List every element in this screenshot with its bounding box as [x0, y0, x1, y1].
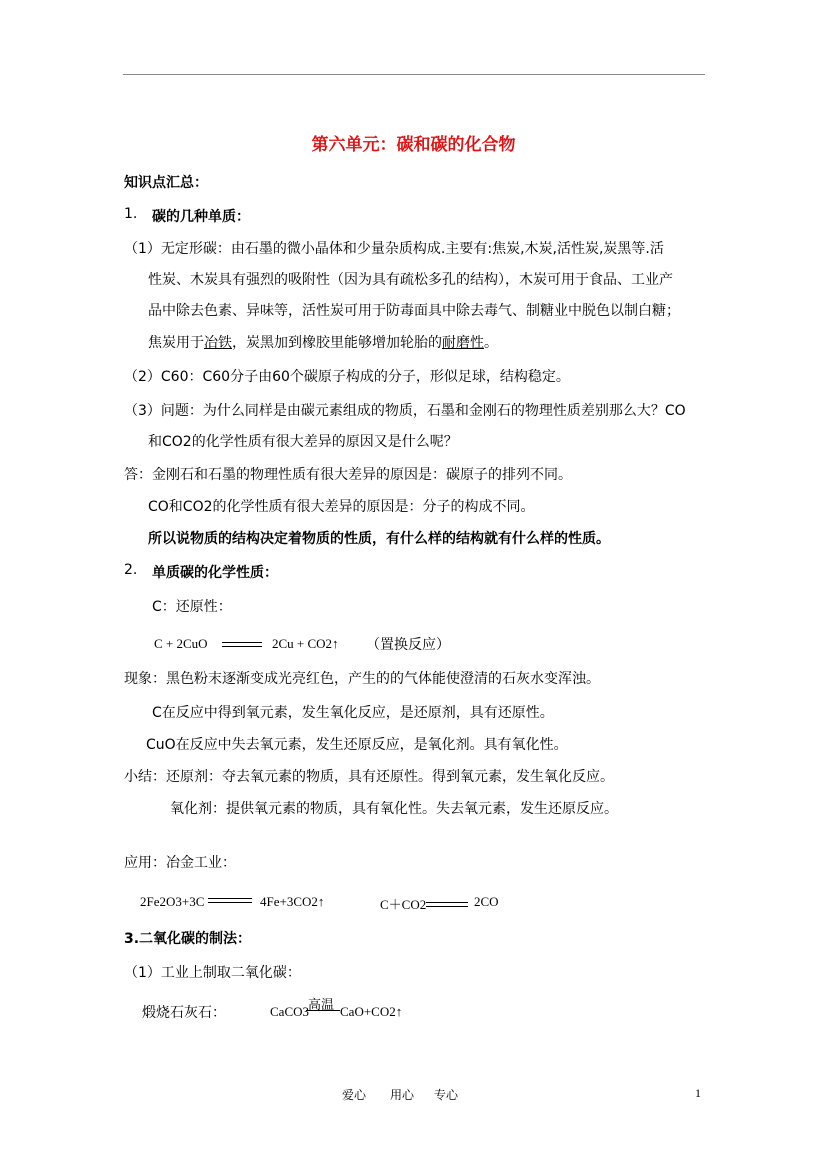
s1-p1-line4: [148, 332, 498, 352]
s1-heading: 碳的几种单质：: [152, 209, 250, 225]
s3-eq-line: [306, 1010, 340, 1011]
header-rule: [123, 74, 705, 75]
eq1-equals-sign: [222, 642, 262, 647]
s2-num: 2.: [124, 562, 138, 578]
eq2-left: 2Fe2O3+3C: [140, 894, 205, 909]
page-number: 1: [695, 1086, 701, 1100]
eq3-equals-sign: [426, 902, 468, 907]
s1-p3-line2: 和CO2的化学性质有很大差异的原因又是什么呢？: [148, 434, 458, 450]
s3-eq-left: CaCO3: [270, 1004, 309, 1019]
s1-p1-line3: 品中除去色素、异味等，活性炭可用于防毒面具中除去毒气、制糖业中脱色以制白糖；: [148, 303, 680, 319]
s3-eq-right: CaO+CO2↑: [340, 1004, 403, 1019]
calcination-label: 煅烧石灰石：: [142, 1005, 226, 1021]
answer-conclusion: 所以说物质的结构决定着物质的性质，有什么样的结构就有什么样的性质。: [148, 531, 610, 547]
application: 应用：冶金工业：: [124, 855, 236, 871]
s3-p1: （1）工业上制取二氧化碳：: [124, 965, 301, 981]
section-heading: 知识点汇总：: [124, 175, 208, 191]
summary-line2: 氧化剂：提供氧元素的物质，具有氧化性。失去氧元素，发生还原反应。: [170, 801, 618, 817]
s1-p1-line1: （1）无定形碳：由石墨的微小晶体和少量杂质构成.主要有:焦炭,木炭,活性炭,炭黑等.活: [124, 241, 664, 257]
condition-high-temp: 高温: [308, 998, 335, 1013]
footer-text-2: 用心: [390, 1088, 415, 1102]
answer-line1: 答：金刚石和石墨的物理性质有很大差异的原因是：碳原子的排列不同。: [124, 467, 572, 483]
page-title: 第六单元：碳和碳的化合物: [311, 135, 516, 155]
s1-p1-line4-c: 。: [484, 335, 498, 351]
eq3-right: 2CO: [474, 894, 499, 909]
eq3-left: C＋CO2: [380, 897, 427, 912]
s1-p1-line4-a: 焦炭用于: [148, 335, 204, 351]
eq2-equals-sign: [208, 898, 252, 903]
s1-p1-line4-b: ，炭黑加到橡胶里能够增加轮胎的: [232, 335, 442, 351]
reducibility-line: C：还原性：: [152, 599, 232, 615]
summary-line1: 小结：还原剂：夺去氧元素的物质，具有还原性。得到氧元素，发生氧化反应。: [124, 769, 614, 785]
carbon-note: C在反应中得到氧元素，发生氧化反应，是还原剂，具有还原性。: [152, 705, 554, 721]
s2-heading: 单质碳的化学性质：: [152, 565, 278, 581]
s1-p2: （2）C60：C60分子由60个碳原子构成的分子，形似足球，结构稳定。: [124, 369, 570, 385]
eq1-right: 2Cu + CO2↑: [272, 636, 339, 651]
phenomenon: 现象：黑色粉末逐渐变成光亮红色，产生的的气体能使澄清的石灰水变浑浊。: [124, 671, 600, 687]
s3-heading: 3.二氧化碳的制法：: [124, 931, 252, 947]
answer-line2: CO和CO2的化学性质有很大差异的原因是：分子的构成不同。: [148, 499, 535, 515]
footer-text-1: 爱心: [342, 1088, 367, 1102]
s1-p3-line1: （3）问题：为什么同样是由碳元素组成的物质，石墨和金刚石的物理性质差别那么大？CO: [124, 403, 686, 419]
s1-p1-line2: 性炭、木炭具有强烈的吸附性（因为具有疏松多孔的结构），木炭可用于食品、工业产: [148, 272, 673, 288]
eq1-left: C + 2CuO: [154, 636, 208, 651]
eq2-right: 4Fe+3CO2↑: [260, 894, 325, 909]
s1-num: 1.: [124, 206, 138, 222]
footer-text-3: 专心: [434, 1088, 459, 1102]
cuo-note: CuO在反应中失去氧元素，发生还原反应，是氧化剂。具有氧化性。: [146, 737, 568, 753]
eq1-note: （置换反应）: [366, 637, 450, 653]
iron-smelting-term: 冶铁: [204, 335, 232, 351]
wear-resistance-term: 耐磨性: [442, 335, 484, 351]
